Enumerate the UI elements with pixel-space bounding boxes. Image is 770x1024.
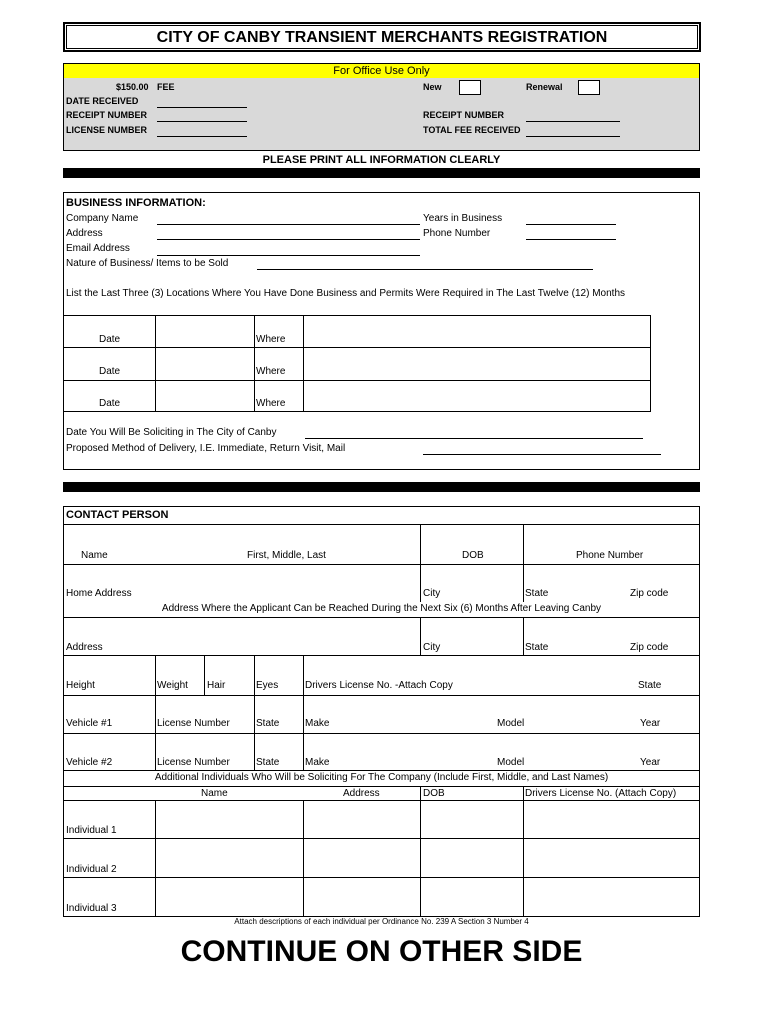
email-field[interactable] [157, 255, 420, 256]
renewal-label: Renewal [526, 82, 563, 92]
new-label: New [423, 82, 442, 92]
phone-field[interactable] [526, 239, 616, 240]
dl-state-label: State [638, 680, 662, 691]
address-label-2: Address [66, 642, 103, 653]
receipt-number-right-label: RECEIPT NUMBER [423, 110, 505, 120]
page-title: CITY OF CANBY TRANSIENT MERCHANTS REGISTRATION [156, 29, 608, 46]
new-checkbox[interactable] [459, 80, 481, 95]
print-notice: PLEASE PRINT ALL INFORMATION CLEARLY [262, 154, 501, 166]
individual-dob-header: DOB [423, 788, 445, 799]
location-where-label: Where [256, 334, 286, 345]
vehicle-2-model-label: Model [497, 757, 525, 768]
vehicle-2-state-label: State [256, 757, 280, 768]
vehicle-1-year-label: Year [640, 718, 661, 729]
receipt-number-field[interactable] [157, 121, 247, 122]
receipt-number-right-field[interactable] [526, 121, 620, 122]
dob-label: DOB [462, 550, 484, 561]
individual-1-label: Individual 1 [66, 825, 117, 836]
continue-notice: CONTINUE ON OTHER SIDE [180, 935, 583, 968]
years-label: Years in Business [423, 213, 503, 224]
first-middle-last-label: First, Middle, Last [247, 550, 326, 561]
vehicle-1-make-label: Make [305, 718, 330, 729]
vehicle-2-make-label: Make [305, 757, 330, 768]
license-number-field[interactable] [157, 136, 247, 137]
name-label: Name [81, 550, 108, 561]
receipt-number-label: RECEIPT NUMBER [66, 110, 148, 120]
nature-label: Nature of Business/ Items to be Sold [66, 258, 229, 269]
company-name-label: Company Name [66, 213, 139, 224]
soliciting-date-label: Date You Will Be Soliciting in The City of Canby [66, 427, 277, 438]
location-where-input[interactable] [304, 348, 650, 379]
vehicle-1-license-label: License Number [157, 718, 230, 729]
height-label: Height [66, 680, 95, 691]
individual-2-label: Individual 2 [66, 864, 117, 875]
years-field[interactable] [526, 224, 616, 225]
individual-address-header: Address [343, 788, 380, 799]
email-label: Email Address [66, 243, 130, 254]
city-label: City [423, 588, 441, 599]
zip-label-2: Zip code [630, 642, 669, 653]
zip-label: Zip code [630, 588, 669, 599]
hair-label: Hair [207, 680, 226, 691]
vehicle-2-license-label: License Number [157, 757, 230, 768]
location-where-label: Where [256, 366, 286, 377]
address-label: Address [66, 228, 103, 239]
state-label: State [525, 588, 549, 599]
vehicle-2-year-label: Year [640, 757, 661, 768]
attach-descriptions-note: Attach descriptions of each individual per Ordinance No. 239 A Section 3 Number 4 [234, 917, 529, 926]
divider-bar-1 [63, 168, 700, 178]
vehicle-1-state-label: State [256, 718, 280, 729]
individual-name-header: Name [201, 788, 228, 799]
nature-field[interactable] [257, 269, 593, 270]
phone-label: Phone Number [423, 228, 491, 239]
home-address-label: Home Address [66, 588, 132, 599]
date-received-label: DATE RECEIVED [66, 96, 139, 106]
renewal-checkbox[interactable] [578, 80, 600, 95]
location-date-input[interactable] [156, 381, 253, 411]
dl-attach-label: Drivers License No. -Attach Copy [305, 680, 453, 691]
soliciting-date-field[interactable] [305, 438, 643, 439]
business-heading: BUSINESS INFORMATION: [66, 197, 206, 209]
contact-heading: CONTACT PERSON [66, 509, 169, 521]
individual-dl-header: Drivers License No. (Attach Copy) [525, 788, 677, 799]
city-label-2: City [423, 642, 441, 653]
vehicle-1-model-label: Model [497, 718, 525, 729]
fee-amount: $150.00 [116, 82, 149, 92]
location-where-label: Where [256, 398, 286, 409]
fee-label: FEE [157, 82, 175, 92]
location-date-input[interactable] [156, 348, 253, 379]
vehicle-2-label: Vehicle #2 [66, 757, 113, 768]
vehicle-1-label: Vehicle #1 [66, 718, 113, 729]
reach-address-note: Address Where the Applicant Can be Reached During the Next Six (6) Months After Leaving Canby [161, 603, 602, 614]
contact-section [63, 506, 700, 917]
location-where-input[interactable] [304, 381, 650, 411]
delivery-method-field[interactable] [423, 454, 661, 455]
delivery-method-label: Proposed Method of Delivery, I.E. Immediate, Return Visit, Mail [66, 443, 346, 454]
total-fee-label: TOTAL FEE RECEIVED [423, 125, 521, 135]
individual-3-label: Individual 3 [66, 903, 117, 914]
additional-individuals-note: Additional Individuals Who Will be Soliciting For The Company (Include First, Middle, and Last Names) [154, 772, 609, 783]
business-address-field[interactable] [157, 239, 420, 240]
location-date-input[interactable] [156, 316, 253, 346]
location-where-input[interactable] [304, 316, 650, 346]
date-received-field[interactable] [157, 107, 247, 108]
weight-label: Weight [157, 680, 188, 691]
phone-number-label: Phone Number [576, 550, 644, 561]
license-number-label: LICENSE NUMBER [66, 125, 148, 135]
company-name-field[interactable] [157, 224, 420, 225]
divider-bar-2 [63, 482, 700, 492]
eyes-label: Eyes [256, 680, 279, 691]
location-date-label: Date [99, 398, 121, 409]
locations-prompt: List the Last Three (3) Locations Where You Have Done Business and Permits Were Required in The Last Twelve (12) Months [66, 288, 625, 299]
total-fee-field[interactable] [526, 136, 620, 137]
state-label-2: State [525, 642, 549, 653]
office-use-header: For Office Use Only [333, 65, 430, 77]
location-date-label: Date [99, 366, 121, 377]
location-date-label: Date [99, 334, 121, 345]
